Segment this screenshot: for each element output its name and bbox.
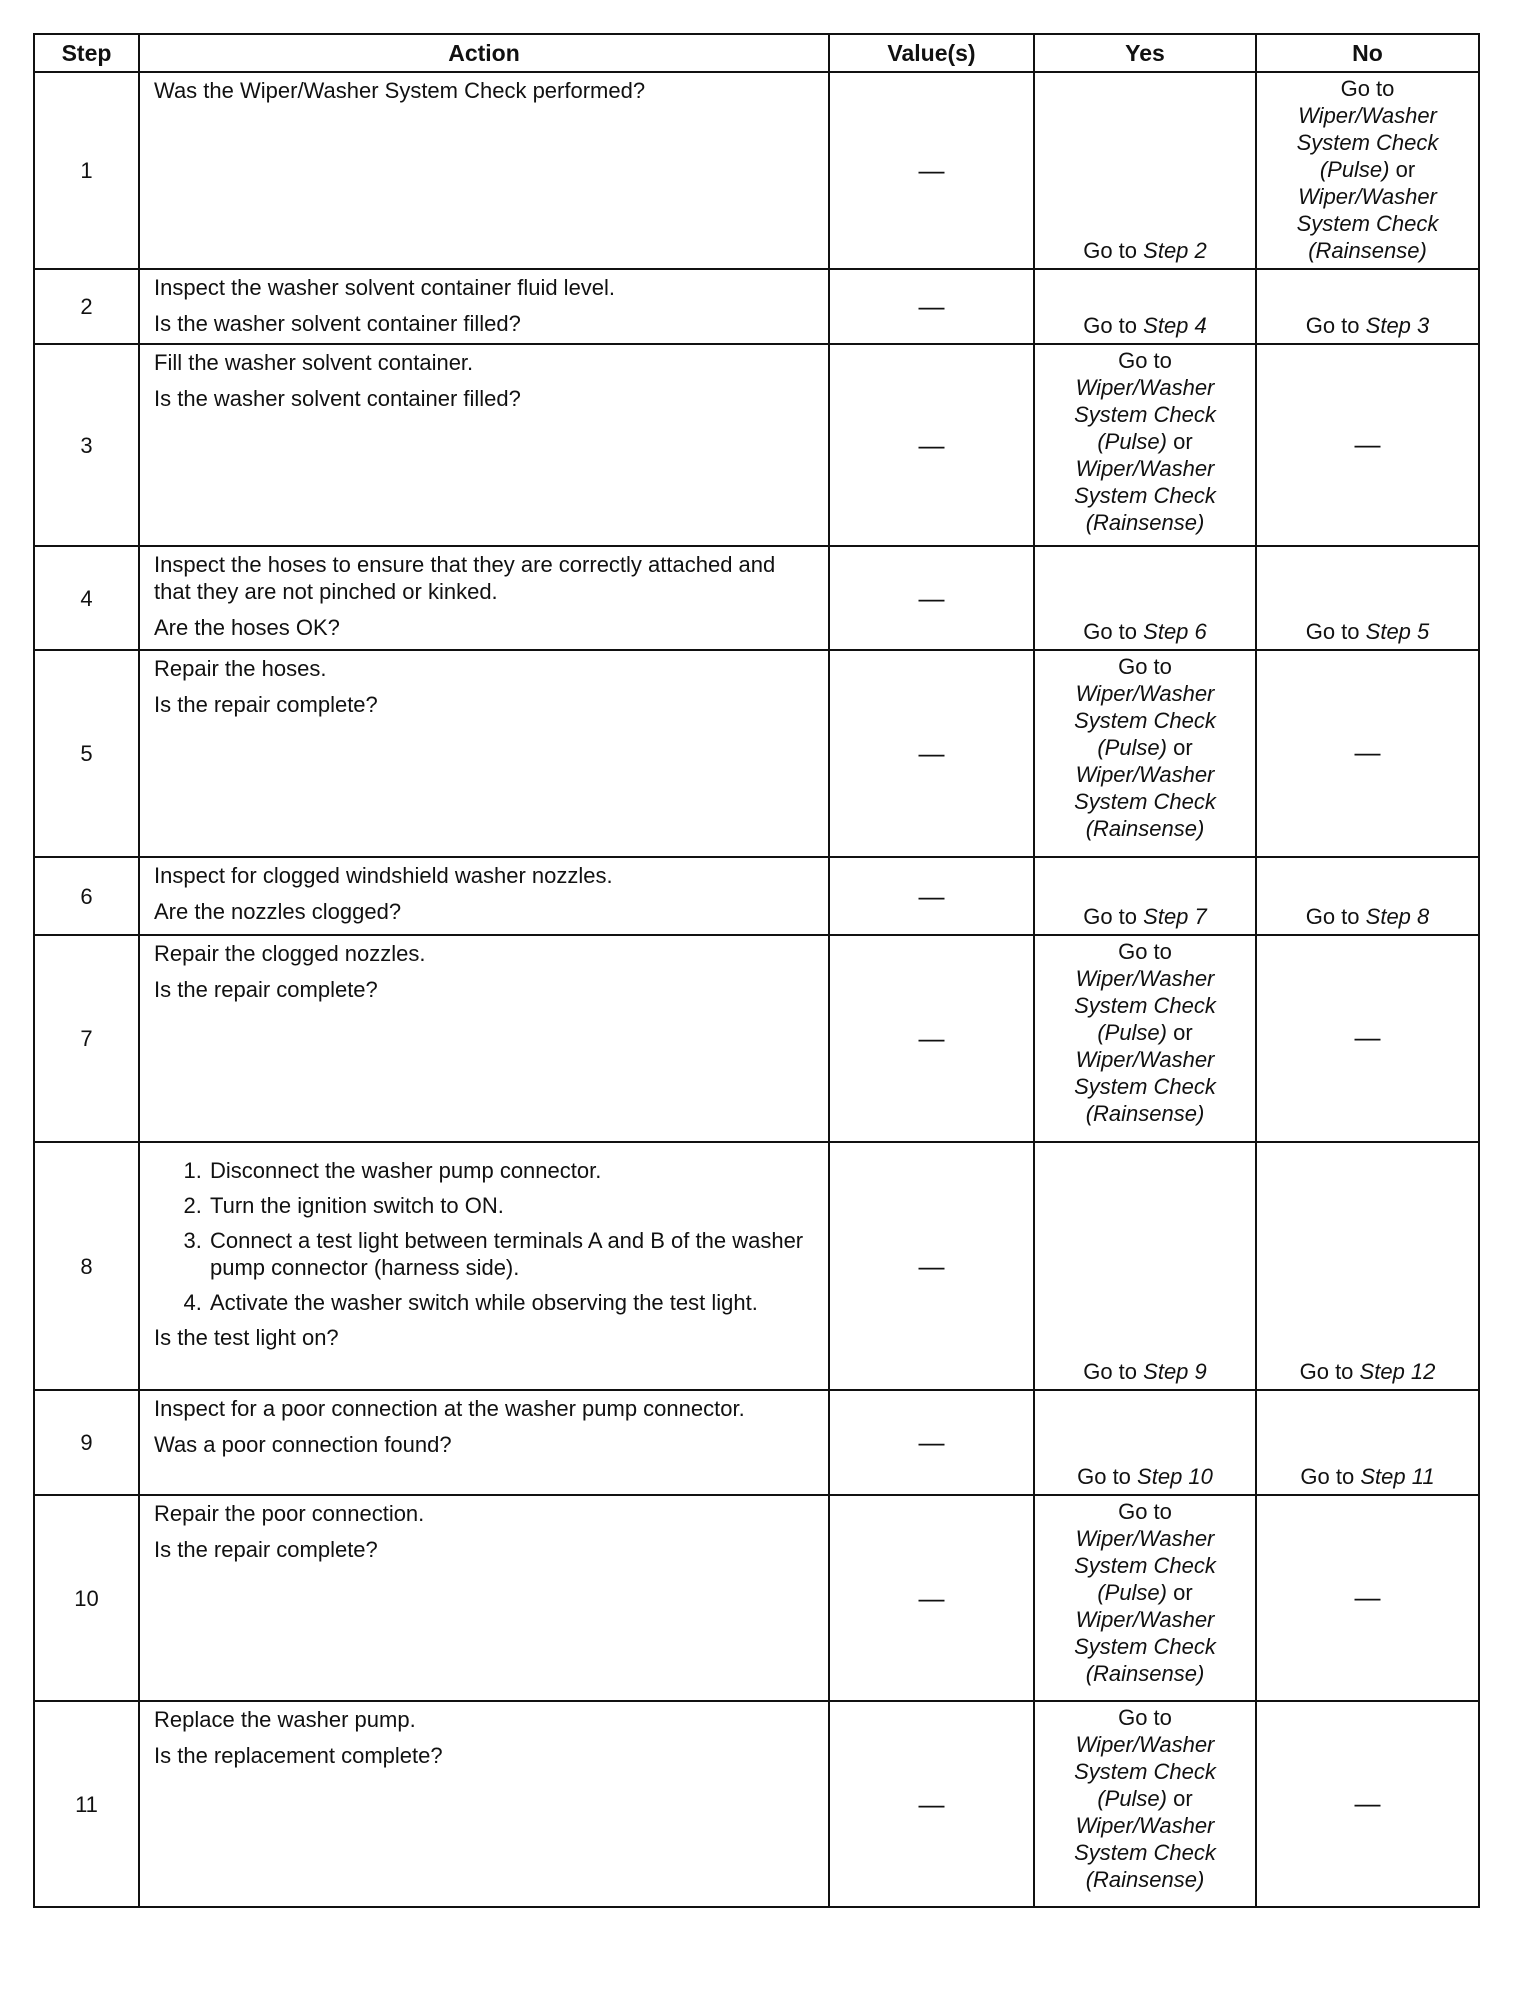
yes-cell — [1034, 935, 1256, 1142]
table-row — [34, 650, 1479, 857]
step-number: 1 — [34, 72, 139, 269]
action-question: Is the washer solvent container filled? — [154, 386, 521, 411]
table-row — [34, 1495, 1479, 1701]
header-values: Value(s) — [829, 34, 1034, 72]
procedure-ref: Wiper/Washer — [1075, 1526, 1215, 1551]
no-cell — [1256, 269, 1479, 344]
or-text: or — [1167, 1786, 1193, 1811]
diagnostic-table — [33, 33, 1480, 1908]
action-text: Inspect the hoses to ensure that they are correctly attached and that they are not pinched or kinked. — [154, 552, 776, 604]
yes-cell — [1034, 72, 1256, 269]
procedure-ref: (Rainsense) — [1085, 1661, 1205, 1686]
step-number: 11 — [34, 1701, 139, 1907]
action-text: Repair the poor connection. — [154, 1501, 425, 1526]
or-text: or — [1167, 1580, 1193, 1605]
goto-text: Go to — [1118, 939, 1172, 964]
value-cell: — — [829, 1495, 1034, 1701]
action-text: Replace the washer pump. — [154, 1707, 416, 1732]
table-row — [34, 1701, 1479, 1907]
table-row — [34, 269, 1479, 344]
action-cell — [139, 546, 829, 650]
procedure-ref: Wiper/Washer — [1075, 375, 1215, 400]
step-ref: Step 9 — [1143, 1359, 1207, 1384]
step-ref: Step 5 — [1365, 619, 1430, 644]
or-text: or — [1389, 157, 1416, 182]
procedure-ref: Wiper/Washer — [1075, 1732, 1215, 1757]
goto-text: Go to — [1083, 619, 1138, 644]
or-text: or — [1167, 429, 1193, 454]
no-cell — [1256, 1142, 1479, 1390]
table-row — [34, 1142, 1479, 1390]
procedure-ref: System Check — [1074, 1840, 1216, 1865]
goto-text: Go to — [1305, 904, 1360, 929]
goto-text: Go to — [1305, 619, 1360, 644]
step-number: 3 — [34, 344, 139, 546]
step-ref: Step 7 — [1143, 904, 1207, 929]
action-text: Inspect for a poor connection at the washer pump connector. — [154, 1396, 745, 1421]
table-row — [34, 857, 1479, 935]
procedure-ref: (Rainsense) — [1085, 1867, 1205, 1892]
yes-cell — [1034, 1142, 1256, 1390]
procedure-ref: System Check — [1074, 1553, 1216, 1578]
header-no: No — [1256, 34, 1479, 72]
procedure-ref: (Rainsense) — [1085, 1101, 1205, 1126]
value-cell: — — [829, 1701, 1034, 1907]
action-cell — [139, 269, 829, 344]
procedure-ref: (Pulse) — [1097, 1580, 1167, 1605]
procedure-ref: System Check — [1074, 789, 1216, 814]
procedure-ref: System Check — [1074, 1074, 1216, 1099]
procedure-ref: Wiper/Washer — [1075, 456, 1215, 481]
procedure-ref: System Check — [1074, 402, 1216, 427]
action-cell — [139, 1495, 829, 1701]
goto-text: Go to — [1305, 313, 1360, 338]
action-question: Is the replacement complete? — [154, 1743, 443, 1768]
procedure-ref: System Check — [1074, 1634, 1216, 1659]
value-cell: — — [829, 857, 1034, 935]
action-text: Repair the hoses. — [154, 656, 327, 681]
action-cell — [139, 1142, 829, 1390]
action-question: Is the repair complete? — [154, 1537, 378, 1562]
procedure-ref: Wiper/Washer — [1075, 966, 1215, 991]
goto-text: Go to — [1118, 654, 1172, 679]
table-row — [34, 1390, 1479, 1495]
step-ref: Step 6 — [1143, 619, 1207, 644]
step-ref: Step 8 — [1365, 904, 1430, 929]
procedure-ref: System Check — [1074, 708, 1216, 733]
goto-text: Go to — [1118, 1499, 1172, 1524]
table-row — [34, 546, 1479, 650]
step-number: 10 — [34, 1495, 139, 1701]
procedure-ref: System Check — [1296, 130, 1439, 155]
action-question: Is the washer solvent container filled? — [154, 311, 521, 336]
step-ref: Step 2 — [1143, 238, 1207, 263]
list-item: 4. Activate the washer switch while observing the test light. — [208, 1289, 816, 1316]
procedure-ref: Wiper/Washer — [1298, 103, 1437, 128]
goto-text: Go to — [1077, 1464, 1131, 1489]
header-step: Step — [34, 34, 139, 72]
or-text: or — [1167, 735, 1193, 760]
step-number: 5 — [34, 650, 139, 857]
yes-cell — [1034, 546, 1256, 650]
step-ref: Step 3 — [1365, 313, 1430, 338]
goto-text: Go to — [1083, 1359, 1138, 1384]
procedure-ref: System Check — [1074, 1759, 1216, 1784]
action-text: Repair the clogged nozzles. — [154, 941, 426, 966]
procedure-ref: Wiper/Washer — [1075, 1813, 1215, 1838]
procedure-ref: (Rainsense) — [1085, 510, 1205, 535]
step-number: 4 — [34, 546, 139, 650]
action-cell — [139, 72, 829, 269]
table-row — [34, 72, 1479, 269]
goto-text: Go to — [1300, 1464, 1355, 1489]
procedure-ref: (Pulse) — [1319, 157, 1390, 182]
procedure-ref: Wiper/Washer — [1298, 184, 1437, 209]
value-cell: — — [829, 72, 1034, 269]
yes-cell — [1034, 1701, 1256, 1907]
list-item: 3. Connect a test light between terminals A and B of the washer pump connector (harness side). — [208, 1227, 816, 1281]
procedure-ref: (Pulse) — [1097, 1020, 1167, 1045]
step-number: 8 — [34, 1142, 139, 1390]
action-cell — [139, 857, 829, 935]
action-question: Was a poor connection found? — [154, 1432, 452, 1457]
procedure-ref: (Pulse) — [1097, 735, 1167, 760]
yes-cell — [1034, 344, 1256, 546]
action-text: Was the Wiper/Washer System Check performed? — [154, 78, 646, 103]
no-cell — [1256, 546, 1479, 650]
procedure-list — [154, 1157, 816, 1316]
goto-text: Go to — [1083, 904, 1138, 929]
or-text: or — [1167, 1020, 1193, 1045]
goto-text: Go to — [1340, 76, 1395, 101]
yes-cell — [1034, 650, 1256, 857]
value-cell: — — [829, 935, 1034, 1142]
step-number: 9 — [34, 1390, 139, 1495]
procedure-ref: System Check — [1074, 993, 1216, 1018]
goto-text: Go to — [1299, 1359, 1354, 1384]
procedure-ref: Wiper/Washer — [1075, 681, 1215, 706]
no-cell: — — [1256, 650, 1479, 857]
action-text: Inspect for clogged windshield washer nozzles. — [154, 863, 613, 888]
list-item: 2. Turn the ignition switch to ON. — [208, 1192, 816, 1219]
action-question: Is the repair complete? — [154, 692, 378, 717]
no-cell — [1256, 72, 1479, 269]
action-question: Are the nozzles clogged? — [154, 899, 402, 924]
action-text: Fill the washer solvent container. — [154, 350, 474, 375]
list-item: 1. Disconnect the washer pump connector. — [208, 1157, 816, 1184]
procedure-ref: Wiper/Washer — [1075, 1047, 1215, 1072]
yes-cell — [1034, 857, 1256, 935]
value-cell: — — [829, 546, 1034, 650]
no-cell: — — [1256, 1495, 1479, 1701]
procedure-ref: (Pulse) — [1097, 429, 1167, 454]
action-cell — [139, 344, 829, 546]
step-number: 7 — [34, 935, 139, 1142]
procedure-ref: Wiper/Washer — [1075, 1607, 1215, 1632]
goto-text: Go to — [1118, 348, 1172, 373]
action-cell — [139, 650, 829, 857]
action-text: Inspect the washer solvent container fluid level. — [154, 275, 616, 300]
header-yes: Yes — [1034, 34, 1256, 72]
action-question: Is the repair complete? — [154, 977, 378, 1002]
action-question: Are the hoses OK? — [154, 615, 340, 640]
step-ref: Step 11 — [1360, 1464, 1435, 1489]
procedure-ref: (Rainsense) — [1308, 238, 1427, 263]
action-cell — [139, 1390, 829, 1495]
procedure-ref: System Check — [1074, 483, 1216, 508]
value-cell: — — [829, 1390, 1034, 1495]
value-cell: — — [829, 1142, 1034, 1390]
table-row — [34, 935, 1479, 1142]
no-cell: — — [1256, 935, 1479, 1142]
procedure-ref: (Rainsense) — [1085, 816, 1205, 841]
no-cell: — — [1256, 344, 1479, 546]
yes-cell — [1034, 1390, 1256, 1495]
value-cell: — — [829, 650, 1034, 857]
procedure-ref: System Check — [1296, 211, 1439, 236]
no-cell — [1256, 1390, 1479, 1495]
step-ref: Step 12 — [1359, 1359, 1436, 1384]
step-number: 6 — [34, 857, 139, 935]
action-question: Is the test light on? — [154, 1325, 339, 1350]
procedure-ref: (Pulse) — [1097, 1786, 1167, 1811]
no-cell: — — [1256, 1701, 1479, 1907]
no-cell — [1256, 857, 1479, 935]
header-action: Action — [139, 34, 829, 72]
yes-cell — [1034, 269, 1256, 344]
goto-text: Go to — [1083, 238, 1138, 263]
table-row — [34, 344, 1479, 546]
yes-cell — [1034, 1495, 1256, 1701]
goto-text: Go to — [1118, 1705, 1172, 1730]
step-ref: Step 10 — [1137, 1464, 1213, 1489]
value-cell: — — [829, 344, 1034, 546]
step-number: 2 — [34, 269, 139, 344]
action-cell — [139, 1701, 829, 1907]
goto-text: Go to — [1083, 313, 1138, 338]
step-ref: Step 4 — [1143, 313, 1207, 338]
procedure-ref: Wiper/Washer — [1075, 762, 1215, 787]
action-cell — [139, 935, 829, 1142]
value-cell: — — [829, 269, 1034, 344]
header-row — [34, 34, 1479, 72]
